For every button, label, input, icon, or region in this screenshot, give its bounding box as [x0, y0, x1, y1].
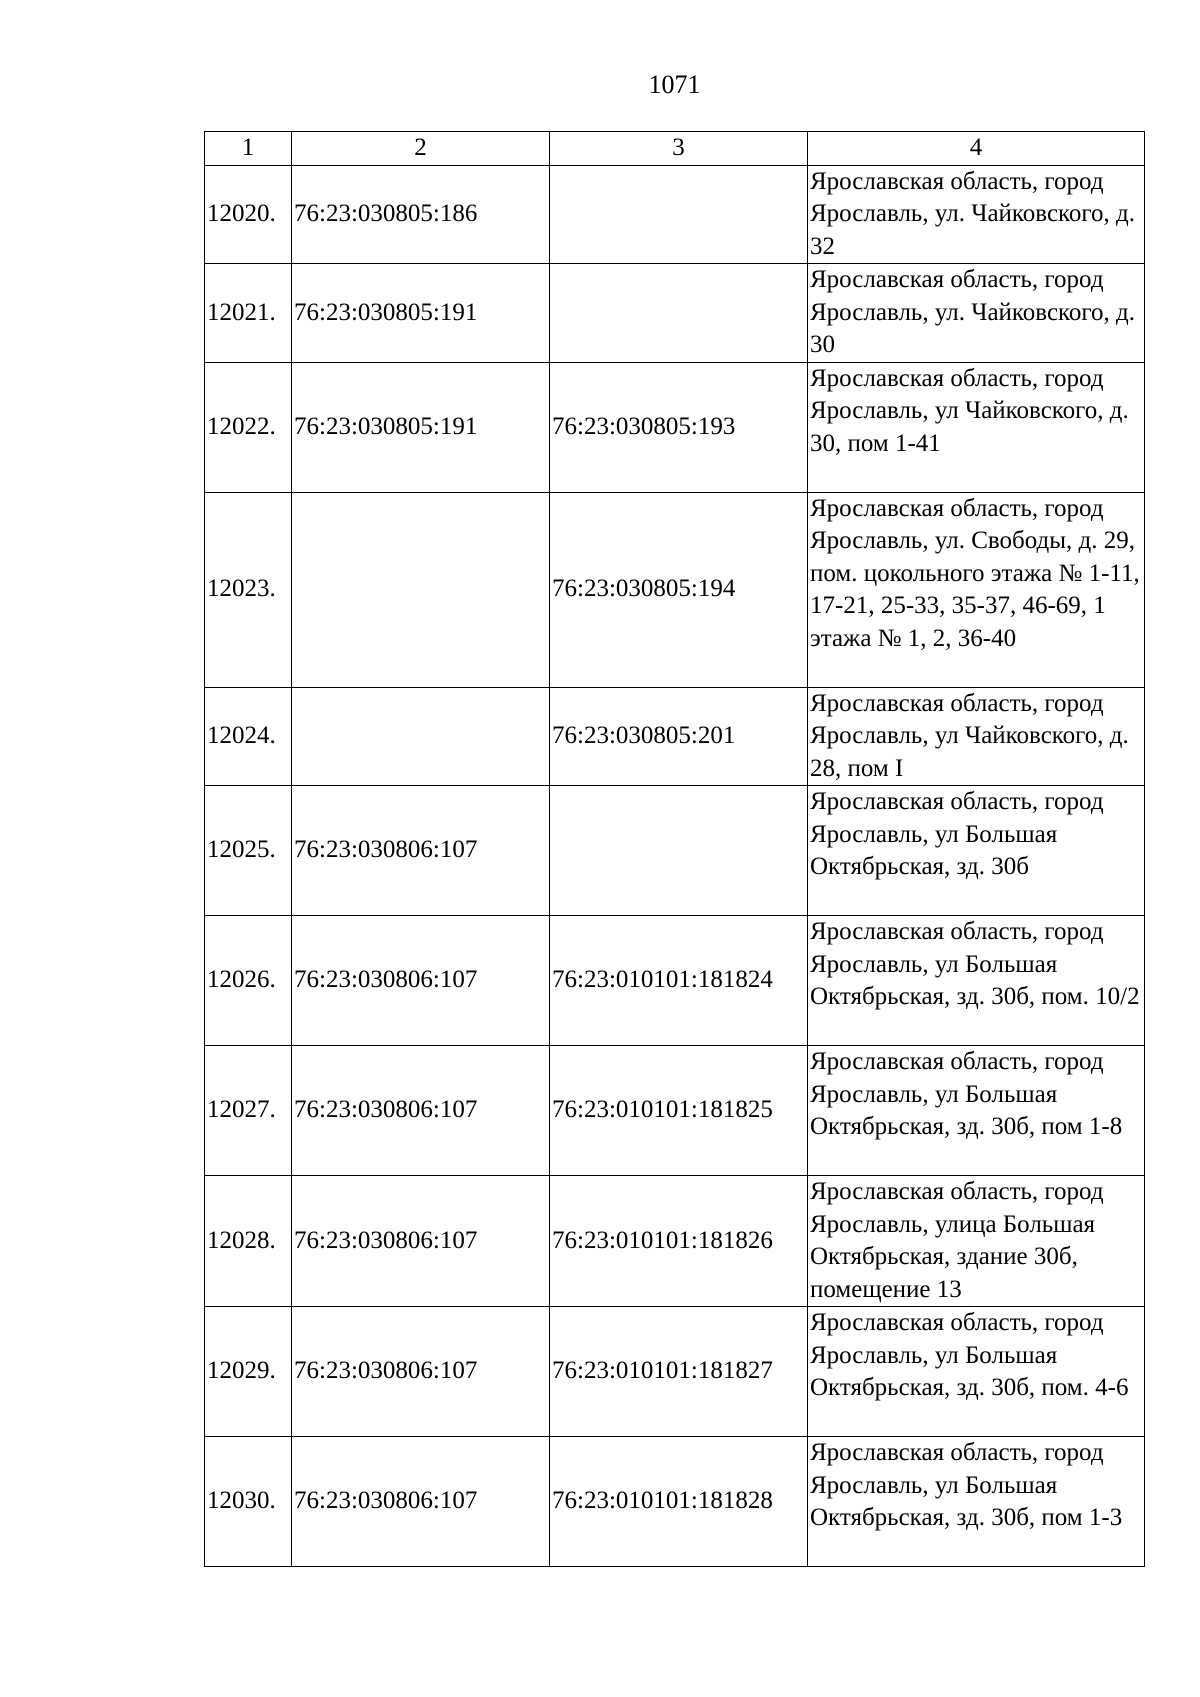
- address: Ярославская область, город Ярославль, ул. Свободы, д. 29, пом. цокольного этажа № 1-11, 17-21, 25-33, 35-37, 46-69, 1 этажа № 1, 2, 36-40: [808, 492, 1145, 687]
- row-number: 12024.: [205, 687, 292, 786]
- cadastral-number: 76:23:030806:107: [292, 916, 550, 1046]
- cadastral-number: 76:23:030806:107: [292, 1046, 550, 1176]
- object-cadastral-number: 76:23:010101:181824: [550, 916, 808, 1046]
- table-row: [205, 264, 1145, 363]
- row-number: 12028.: [205, 1176, 292, 1307]
- object-cadastral-number: [550, 786, 808, 916]
- cadastral-number: 76:23:030806:107: [292, 1176, 550, 1307]
- object-cadastral-number: 76:23:010101:181825: [550, 1046, 808, 1176]
- cadastral-number: 76:23:030806:107: [292, 1437, 550, 1567]
- address: Ярославская область, город Ярославль, ул Чайковского, д. 30, пом 1-41: [808, 362, 1145, 492]
- row-number: 12025.: [205, 786, 292, 916]
- table-row: [205, 165, 1145, 264]
- row-number: 12027.: [205, 1046, 292, 1176]
- address: Ярославская область, город Ярославль, ул Большая Октябрьская, зд. 30б: [808, 786, 1145, 916]
- cadastral-number: [292, 687, 550, 786]
- row-number: 12030.: [205, 1437, 292, 1567]
- table-row: [205, 362, 1145, 492]
- address: Ярославская область, город Ярославль, ул Большая Октябрьская, зд. 30б, пом. 4-6: [808, 1307, 1145, 1437]
- cadastral-number: [292, 492, 550, 687]
- table-header: [205, 132, 1145, 166]
- header-col-4: 4: [808, 132, 1145, 166]
- cadastral-number: 76:23:030806:107: [292, 786, 550, 916]
- cadastral-number: 76:23:030806:107: [292, 1307, 550, 1437]
- cadastral-number: 76:23:030805:191: [292, 264, 550, 363]
- cadastral-number: 76:23:030805:186: [292, 165, 550, 264]
- address: Ярославская область, город Ярославль, ул. Чайковского, д. 30: [808, 264, 1145, 363]
- row-number: 12020.: [205, 165, 292, 264]
- address: Ярославская область, город Ярославль, ул Большая Октябрьская, зд. 30б, пом 1-3: [808, 1437, 1145, 1567]
- object-cadastral-number: 76:23:030805:193: [550, 362, 808, 492]
- object-cadastral-number: 76:23:010101:181828: [550, 1437, 808, 1567]
- cadastral-number: 76:23:030805:191: [292, 362, 550, 492]
- row-number: 12021.: [205, 264, 292, 363]
- page-number: 1071: [648, 70, 701, 99]
- registry-table: [204, 131, 1145, 1567]
- header-col-3: 3: [550, 132, 808, 166]
- table-row: [205, 687, 1145, 786]
- table-row: [205, 492, 1145, 687]
- object-cadastral-number: 76:23:010101:181827: [550, 1307, 808, 1437]
- object-cadastral-number: 76:23:030805:194: [550, 492, 808, 687]
- row-number: 12029.: [205, 1307, 292, 1437]
- row-number: 12023.: [205, 492, 292, 687]
- address: Ярославская область, город Ярославль, ул. Чайковского, д. 32: [808, 165, 1145, 264]
- object-cadastral-number: 76:23:030805:201: [550, 687, 808, 786]
- address: Ярославская область, город Ярославль, ул Чайковского, д. 28, пом I: [808, 687, 1145, 786]
- address: Ярославская область, город Ярославль, ул Большая Октябрьская, зд. 30б, пом 1-8: [808, 1046, 1145, 1176]
- table-row: [205, 1176, 1145, 1307]
- address: Ярославская область, город Ярославль, улица Большая Октябрьская, здание 30б, помещение 13: [808, 1176, 1145, 1307]
- object-cadastral-number: 76:23:010101:181826: [550, 1176, 808, 1307]
- row-number: 12022.: [205, 362, 292, 492]
- table-row: [205, 1046, 1145, 1176]
- table-body: [205, 165, 1145, 1567]
- table-row: [205, 1437, 1145, 1567]
- header-col-1: 1: [205, 132, 292, 166]
- header-row: [205, 132, 1145, 166]
- header-col-2: 2: [292, 132, 550, 166]
- address: Ярославская область, город Ярославль, ул Большая Октябрьская, зд. 30б, пом. 10/2: [808, 916, 1145, 1046]
- table-row: [205, 1307, 1145, 1437]
- table-row: [205, 916, 1145, 1046]
- table-row: [205, 786, 1145, 916]
- object-cadastral-number: [550, 264, 808, 363]
- object-cadastral-number: [550, 165, 808, 264]
- row-number: 12026.: [205, 916, 292, 1046]
